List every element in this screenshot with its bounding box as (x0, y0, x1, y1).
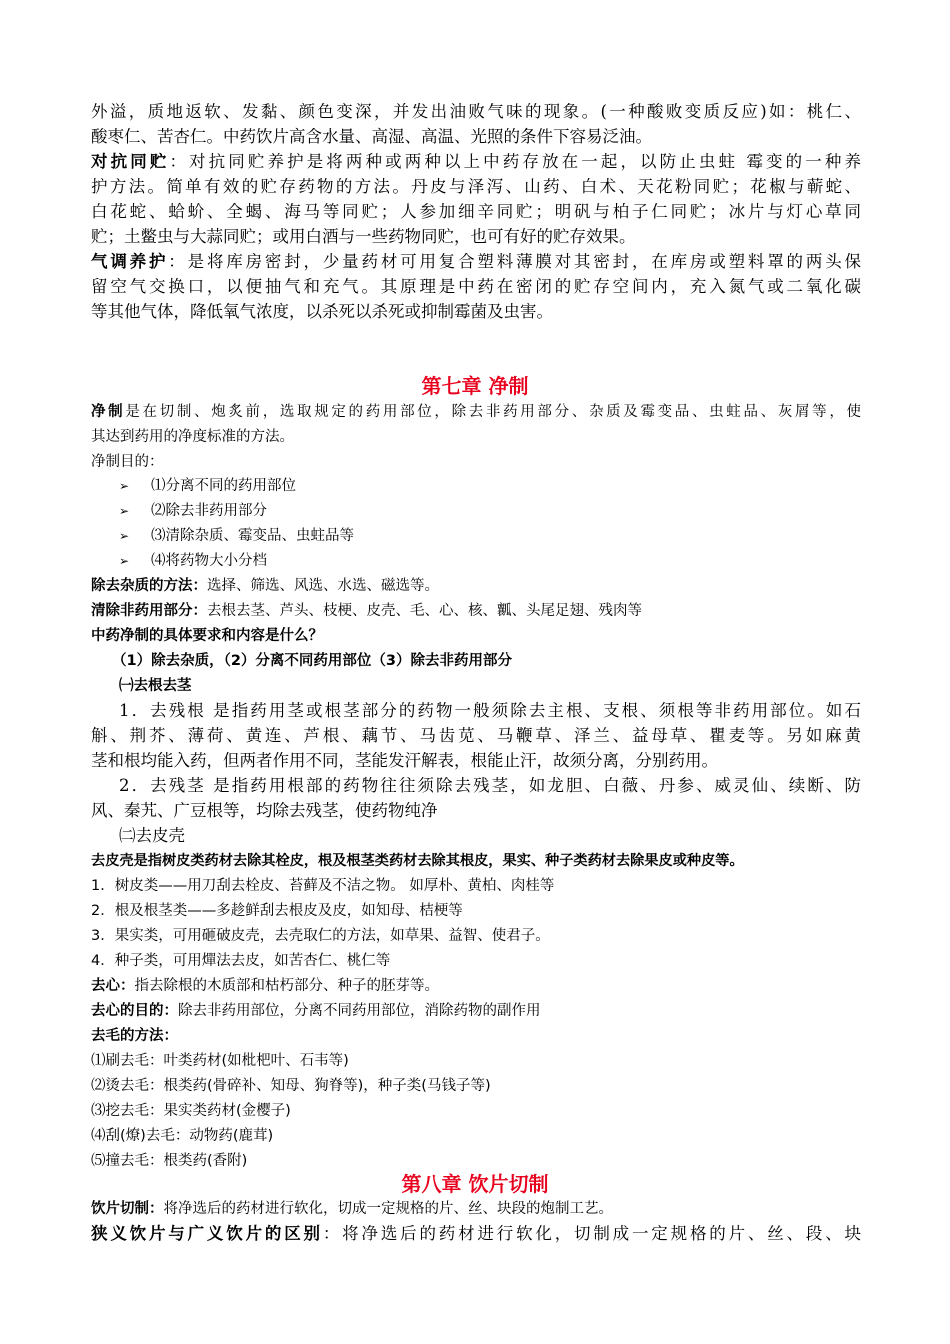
text-line: 风、秦艽、广豆根等，均除去残茎，使药物纯净 (91, 801, 438, 820)
subsection-title: ㈠去根去茎 (119, 678, 192, 694)
text-line (91, 400, 861, 424)
text-line: 酸枣仁、苦杏仁。中药饮片高含水量、高湿、高温、光照的条件下容易泛油。 (91, 127, 652, 146)
text-line: 等其他气体，降低氧气浓度，以杀死以杀死或抑制霉菌及虫害。 (91, 302, 553, 321)
list-item (119, 549, 267, 573)
term-label: 除去杂质的方法： (91, 578, 207, 594)
chapter-8-title: 第八章 饮片切制 (401, 1172, 549, 1196)
arrow-bullet-icon: ➢ (119, 504, 130, 518)
term-text: 去根去茎、芦头、枝梗、皮壳、毛、心、核、瓤、头尾足翅、残肉等 (207, 603, 642, 619)
term-text: 指去除根的木质部和枯朽部分、种子的胚芽等。 (134, 978, 439, 994)
term-label: 清除非药用部分： (91, 603, 207, 619)
text-line (91, 150, 861, 174)
term-label: 饮片切制： (91, 1201, 164, 1217)
text-line: 护方法。简单有效的贮存药物的方法。丹皮与泽泻、山药、白术、天花粉同贮；花椒与蕲蛇、 (91, 177, 861, 196)
text-line (91, 974, 439, 998)
text-line: 外溢，质地返软、发黏、颜色变深，并发出油败气味的现象。(一种酸败变质反应)如：桃仁、 (91, 102, 861, 121)
term-text: 选择、筛选、风选、水选、磁选等。 (207, 578, 439, 594)
subsection-title: ㈡去皮壳 (119, 826, 185, 845)
list-item: 1．树皮类——用刀刮去栓皮、苔藓及不洁之物。 如厚朴、黄柏、肉桂等 (91, 878, 555, 894)
list-item: ⑷刮(燎)去毛：动物药(鹿茸) (91, 1128, 274, 1144)
term-text: 是在切制、炮炙前，选取规定的药用部位，除去非药用部分、杂质及霉变品、虫蛀品、灰屑等，使 (125, 404, 861, 420)
text-line: 斛、荆芥、薄荷、黄连、芦根、藕节、马齿苋、马鞭草、泽兰、益母草、瞿麦等。另如麻黄 (91, 726, 861, 745)
text-line: 其达到药用的净度标准的方法。 (91, 429, 294, 445)
term-text: ：是将库房密封，少量药材可用复合塑料薄膜对其密封，在库房或塑料罩的两头保 (168, 252, 862, 271)
term-label: 去心的目的： (91, 1003, 178, 1019)
text-line (91, 999, 541, 1023)
text-line (91, 1197, 613, 1221)
list-item: ⑸撞去毛：根类药(香附) (91, 1153, 248, 1169)
text-line (91, 1222, 861, 1246)
term-label: 狭义饮片与广义饮片的区别 (91, 1224, 323, 1243)
list-item: 3．果实类，可用砸破皮壳，去壳取仁的方法，如草果、益智、使君子。 (91, 928, 550, 944)
text-line: 留空气交换口，以便抽气和充气。其原理是中药在密闭的贮存空间内，充入氮气或二氧化碳 (91, 277, 861, 296)
term-label: 去心： (91, 978, 135, 994)
text-line (91, 250, 861, 274)
term-label: 净制 (91, 404, 126, 420)
arrow-bullet-icon: ➢ (119, 479, 130, 493)
term-label: 气调养护 (91, 252, 169, 271)
term-text: ：将净选后的药材进行软化，切制成一定规格的片、丝、段、块 (322, 1224, 862, 1243)
chapter-7-title: 第七章 净制 (421, 374, 529, 398)
text-line (91, 574, 439, 598)
text-line: 去毛的方法： (91, 1028, 178, 1044)
list-item (119, 474, 296, 498)
list-item: ⑶挖去毛：果实类药材(金樱子) (91, 1103, 291, 1119)
text-line: 白花蛇、蛤蚧、全蝎、海马等同贮；人参加细辛同贮；明矾与柏子仁同贮；冰片与灯心草同 (91, 202, 861, 221)
text-line: 1．去残根 是指药用茎或根茎部分的药物一般须除去主根、支根、须根等非药用部位。如石 (119, 701, 861, 720)
arrow-bullet-icon: ➢ (119, 529, 130, 543)
list-item-text: ⑷将药物大小分档 (151, 553, 267, 569)
text-line: 茎和根均能入药，但两者作用不同，茎能发汗解表，根能止汗，故须分离，分别药用。 (91, 751, 718, 770)
list-item-text: ⑵除去非药用部分 (151, 503, 267, 519)
text-line: 净制目的： (91, 454, 164, 470)
list-item: ⑵烫去毛：根类药(骨碎补、知母、狗脊等)，种子类(马钱子等) (91, 1078, 491, 1094)
list-item: ⑴刷去毛：叶类药材(如枇杷叶、石韦等) (91, 1053, 349, 1069)
list-item (119, 499, 267, 523)
term-text: 将净选后的药材进行软化，切成一定规格的片、丝、块段的炮制工艺。 (163, 1201, 613, 1217)
list-item: 4．种子类，可用燀法去皮，如苦杏仁、桃仁等 (91, 953, 391, 969)
text-line: 去皮壳是指树皮类药材去除其栓皮，根及根茎类药材去除其根皮，果实、种子类药材去除果皮或种皮等。 (91, 853, 744, 869)
answer-line: （1）除去杂质，（2）分离不同药用部位（3）除去非药用部分 (112, 653, 513, 669)
list-item (119, 524, 354, 548)
text-line (91, 599, 642, 623)
list-item-text: ⑴分离不同的药用部位 (151, 478, 296, 494)
term-text: ：对抗同贮养护是将两种或两种以上中药存放在一起，以防止虫蛀 霉变的一种养 (169, 152, 861, 171)
text-line: 2．去残茎 是指药用根部的药物往往须除去残茎，如龙胆、白薇、丹参、威灵仙、续断、防 (119, 776, 861, 795)
text-line: 贮；土鳖虫与大蒜同贮；或用白酒与一些药物同贮，也可有好的贮存效果。 (91, 227, 636, 246)
list-item: 2．根及根茎类——多趁鲜刮去根皮及皮，如知母、桔梗等 (91, 903, 463, 919)
term-label: 对抗同贮 (91, 152, 170, 171)
term-text: 除去非药用部位，分离不同药用部位，消除药物的副作用 (178, 1003, 541, 1019)
question-heading: 中药净制的具体要求和内容是什么？ (91, 628, 323, 644)
arrow-bullet-icon: ➢ (119, 554, 130, 568)
list-item-text: ⑶清除杂质、霉变品、虫蛀品等 (151, 528, 354, 544)
